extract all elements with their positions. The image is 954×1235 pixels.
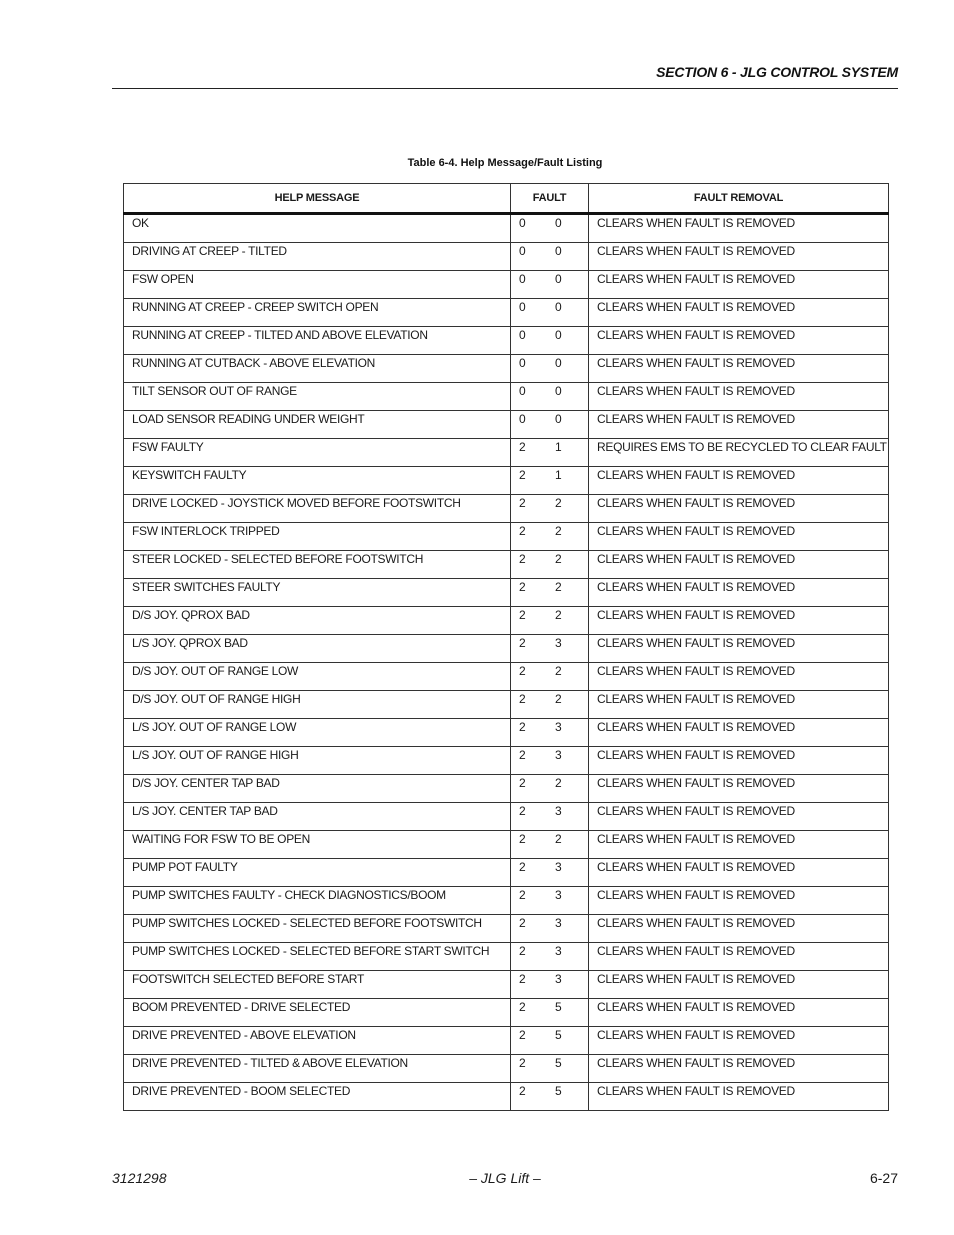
fault-code-secondary: 0 — [555, 328, 562, 342]
table-row — [124, 355, 889, 383]
fault-code-primary: 2 — [519, 972, 526, 986]
column-header-help-message: HELP MESSAGE — [124, 184, 511, 214]
table-row — [124, 887, 889, 915]
table-row — [124, 439, 889, 467]
fault-code-primary: 2 — [519, 580, 526, 594]
fault-code-cell — [511, 859, 589, 887]
fault-removal-cell: CLEARS WHEN FAULT IS REMOVED — [589, 999, 889, 1027]
fault-code-secondary: 5 — [555, 1028, 562, 1042]
table-row — [124, 1027, 889, 1055]
fault-removal-cell: CLEARS WHEN FAULT IS REMOVED — [589, 271, 889, 299]
fault-code-cell — [511, 747, 589, 775]
table-row — [124, 523, 889, 551]
table-row — [124, 551, 889, 579]
table-row — [124, 691, 889, 719]
section-title: SECTION 6 - JLG CONTROL SYSTEM — [656, 64, 898, 80]
fault-removal-cell: CLEARS WHEN FAULT IS REMOVED — [589, 355, 889, 383]
fault-code-primary: 2 — [519, 608, 526, 622]
help-message-cell: FSW FAULTY — [124, 439, 511, 467]
fault-code-cell — [511, 271, 589, 299]
help-message-cell: DRIVE PREVENTED - BOOM SELECTED — [124, 1083, 511, 1111]
fault-code-cell — [511, 551, 589, 579]
fault-code-secondary: 0 — [555, 272, 562, 286]
fault-code-secondary: 3 — [555, 972, 562, 986]
help-message-cell: D/S JOY. CENTER TAP BAD — [124, 775, 511, 803]
fault-code-primary: 2 — [519, 888, 526, 902]
fault-code-secondary: 2 — [555, 776, 562, 790]
table-header-row — [124, 184, 889, 214]
table-row — [124, 971, 889, 999]
help-message-cell: PUMP POT FAULTY — [124, 859, 511, 887]
table-row — [124, 411, 889, 439]
fault-code-cell — [511, 383, 589, 411]
fault-removal-cell: CLEARS WHEN FAULT IS REMOVED — [589, 943, 889, 971]
table-row — [124, 327, 889, 355]
fault-table — [123, 183, 889, 1111]
fault-code-cell — [511, 999, 589, 1027]
table-body — [124, 214, 889, 1111]
fault-code-primary: 0 — [519, 412, 526, 426]
table-row — [124, 1055, 889, 1083]
fault-code-secondary: 0 — [555, 356, 562, 370]
fault-code-secondary: 1 — [555, 440, 562, 454]
fault-code-cell — [511, 495, 589, 523]
fault-code-secondary: 2 — [555, 692, 562, 706]
table-row — [124, 579, 889, 607]
table-row — [124, 943, 889, 971]
fault-code-secondary: 0 — [555, 216, 562, 230]
fault-removal-cell: CLEARS WHEN FAULT IS REMOVED — [589, 691, 889, 719]
fault-code-primary: 2 — [519, 468, 526, 482]
help-message-cell: DRIVE LOCKED - JOYSTICK MOVED BEFORE FOOTSWITCH — [124, 495, 511, 523]
fault-code-cell — [511, 523, 589, 551]
fault-removal-cell: CLEARS WHEN FAULT IS REMOVED — [589, 411, 889, 439]
fault-code-cell — [511, 775, 589, 803]
fault-code-cell — [511, 355, 589, 383]
help-message-cell: FSW INTERLOCK TRIPPED — [124, 523, 511, 551]
header-divider — [112, 88, 898, 89]
table-row — [124, 299, 889, 327]
fault-code-cell — [511, 214, 589, 243]
column-header-fault: FAULT — [511, 184, 589, 214]
table-row — [124, 271, 889, 299]
fault-code-cell — [511, 411, 589, 439]
table-row — [124, 383, 889, 411]
fault-code-secondary: 1 — [555, 468, 562, 482]
table-row — [124, 495, 889, 523]
help-message-cell: RUNNING AT CUTBACK - ABOVE ELEVATION — [124, 355, 511, 383]
table-row — [124, 915, 889, 943]
fault-code-primary: 0 — [519, 356, 526, 370]
fault-code-cell — [511, 1055, 589, 1083]
help-message-cell: FOOTSWITCH SELECTED BEFORE START — [124, 971, 511, 999]
fault-code-secondary: 2 — [555, 552, 562, 566]
fault-code-secondary: 3 — [555, 720, 562, 734]
table-row — [124, 831, 889, 859]
fault-code-cell — [511, 635, 589, 663]
table-row — [124, 663, 889, 691]
fault-removal-cell: CLEARS WHEN FAULT IS REMOVED — [589, 579, 889, 607]
table-row — [124, 214, 889, 243]
help-message-cell: PUMP SWITCHES LOCKED - SELECTED BEFORE FOOTSWITCH — [124, 915, 511, 943]
help-message-cell: DRIVING AT CREEP - TILTED — [124, 243, 511, 271]
help-message-cell: OK — [124, 214, 511, 243]
fault-removal-cell: CLEARS WHEN FAULT IS REMOVED — [589, 1055, 889, 1083]
fault-code-primary: 2 — [519, 692, 526, 706]
fault-code-cell — [511, 691, 589, 719]
fault-code-primary: 2 — [519, 664, 526, 678]
help-message-cell: L/S JOY. CENTER TAP BAD — [124, 803, 511, 831]
fault-removal-cell: CLEARS WHEN FAULT IS REMOVED — [589, 887, 889, 915]
help-message-cell: L/S JOY. OUT OF RANGE HIGH — [124, 747, 511, 775]
help-message-cell: KEYSWITCH FAULTY — [124, 467, 511, 495]
fault-code-secondary: 2 — [555, 832, 562, 846]
fault-code-secondary: 3 — [555, 748, 562, 762]
table-row — [124, 1083, 889, 1111]
help-message-cell: PUMP SWITCHES LOCKED - SELECTED BEFORE START SWITCH — [124, 943, 511, 971]
table-row — [124, 859, 889, 887]
help-message-cell: PUMP SWITCHES FAULTY - CHECK DIAGNOSTICS/BOOM — [124, 887, 511, 915]
fault-removal-cell: CLEARS WHEN FAULT IS REMOVED — [589, 915, 889, 943]
fault-code-secondary: 2 — [555, 524, 562, 538]
fault-removal-cell: CLEARS WHEN FAULT IS REMOVED — [589, 971, 889, 999]
fault-code-cell — [511, 915, 589, 943]
fault-removal-cell: CLEARS WHEN FAULT IS REMOVED — [589, 495, 889, 523]
fault-removal-cell: CLEARS WHEN FAULT IS REMOVED — [589, 831, 889, 859]
table-row — [124, 467, 889, 495]
fault-code-secondary: 3 — [555, 916, 562, 930]
fault-code-primary: 2 — [519, 832, 526, 846]
fault-removal-cell: CLEARS WHEN FAULT IS REMOVED — [589, 747, 889, 775]
fault-code-cell — [511, 1083, 589, 1111]
help-message-cell: L/S JOY. OUT OF RANGE LOW — [124, 719, 511, 747]
table-row — [124, 607, 889, 635]
fault-code-secondary: 0 — [555, 384, 562, 398]
fault-code-secondary: 2 — [555, 664, 562, 678]
fault-code-primary: 0 — [519, 244, 526, 258]
fault-code-primary: 2 — [519, 944, 526, 958]
fault-code-cell — [511, 299, 589, 327]
table-row — [124, 775, 889, 803]
fault-code-secondary: 3 — [555, 636, 562, 650]
fault-code-primary: 2 — [519, 636, 526, 650]
help-message-cell: L/S JOY. QPROX BAD — [124, 635, 511, 663]
help-message-cell: STEER LOCKED - SELECTED BEFORE FOOTSWITCH — [124, 551, 511, 579]
fault-code-primary: 2 — [519, 860, 526, 874]
fault-removal-cell: CLEARS WHEN FAULT IS REMOVED — [589, 299, 889, 327]
help-message-cell: WAITING FOR FSW TO BE OPEN — [124, 831, 511, 859]
fault-code-cell — [511, 719, 589, 747]
fault-removal-cell: CLEARS WHEN FAULT IS REMOVED — [589, 383, 889, 411]
fault-code-primary: 2 — [519, 720, 526, 734]
help-message-cell: BOOM PREVENTED - DRIVE SELECTED — [124, 999, 511, 1027]
fault-removal-cell: CLEARS WHEN FAULT IS REMOVED — [589, 607, 889, 635]
fault-code-primary: 2 — [519, 748, 526, 762]
fault-removal-cell: CLEARS WHEN FAULT IS REMOVED — [589, 719, 889, 747]
fault-code-primary: 2 — [519, 1056, 526, 1070]
table-row — [124, 635, 889, 663]
fault-code-secondary: 3 — [555, 888, 562, 902]
fault-code-secondary: 2 — [555, 496, 562, 510]
fault-code-cell — [511, 803, 589, 831]
fault-code-cell — [511, 327, 589, 355]
fault-removal-cell: CLEARS WHEN FAULT IS REMOVED — [589, 214, 889, 243]
fault-code-primary: 2 — [519, 776, 526, 790]
fault-code-cell — [511, 831, 589, 859]
fault-code-cell — [511, 439, 589, 467]
help-message-cell: D/S JOY. QPROX BAD — [124, 607, 511, 635]
help-message-cell: DRIVE PREVENTED - ABOVE ELEVATION — [124, 1027, 511, 1055]
fault-removal-cell: CLEARS WHEN FAULT IS REMOVED — [589, 775, 889, 803]
footer-doc-number: 3121298 — [112, 1170, 167, 1186]
fault-code-cell — [511, 971, 589, 999]
help-message-cell: FSW OPEN — [124, 271, 511, 299]
fault-code-primary: 2 — [519, 1000, 526, 1014]
fault-code-primary: 0 — [519, 272, 526, 286]
help-message-cell: D/S JOY. OUT OF RANGE LOW — [124, 663, 511, 691]
help-message-cell: LOAD SENSOR READING UNDER WEIGHT — [124, 411, 511, 439]
table-row — [124, 243, 889, 271]
fault-code-secondary: 2 — [555, 580, 562, 594]
fault-code-cell — [511, 887, 589, 915]
fault-removal-cell: CLEARS WHEN FAULT IS REMOVED — [589, 803, 889, 831]
fault-removal-cell: CLEARS WHEN FAULT IS REMOVED — [589, 663, 889, 691]
fault-code-primary: 2 — [519, 496, 526, 510]
fault-code-primary: 2 — [519, 1084, 526, 1098]
table-row — [124, 999, 889, 1027]
fault-removal-cell: CLEARS WHEN FAULT IS REMOVED — [589, 467, 889, 495]
fault-code-secondary: 5 — [555, 1056, 562, 1070]
help-message-cell: RUNNING AT CREEP - TILTED AND ABOVE ELEVATION — [124, 327, 511, 355]
fault-code-primary: 0 — [519, 384, 526, 398]
fault-code-primary: 2 — [519, 440, 526, 454]
fault-code-secondary: 3 — [555, 860, 562, 874]
help-message-cell: D/S JOY. OUT OF RANGE HIGH — [124, 691, 511, 719]
fault-removal-cell: CLEARS WHEN FAULT IS REMOVED — [589, 635, 889, 663]
fault-code-primary: 2 — [519, 916, 526, 930]
fault-code-cell — [511, 467, 589, 495]
fault-code-cell — [511, 607, 589, 635]
fault-removal-cell: CLEARS WHEN FAULT IS REMOVED — [589, 327, 889, 355]
help-message-cell: RUNNING AT CREEP - CREEP SWITCH OPEN — [124, 299, 511, 327]
fault-code-secondary: 0 — [555, 300, 562, 314]
fault-code-primary: 0 — [519, 328, 526, 342]
footer-page-number: 6-27 — [869, 1170, 898, 1186]
fault-code-cell — [511, 1027, 589, 1055]
fault-removal-cell: CLEARS WHEN FAULT IS REMOVED — [589, 1027, 889, 1055]
fault-code-cell — [511, 579, 589, 607]
fault-removal-cell: CLEARS WHEN FAULT IS REMOVED — [589, 523, 889, 551]
footer-brand: – JLG Lift – — [469, 1170, 541, 1186]
fault-code-primary: 2 — [519, 804, 526, 818]
fault-code-cell — [511, 663, 589, 691]
table-row — [124, 803, 889, 831]
fault-code-cell — [511, 243, 589, 271]
fault-code-primary: 2 — [519, 524, 526, 538]
fault-code-primary: 0 — [519, 300, 526, 314]
fault-removal-cell: CLEARS WHEN FAULT IS REMOVED — [589, 859, 889, 887]
help-message-cell: TILT SENSOR OUT OF RANGE — [124, 383, 511, 411]
fault-removal-cell: CLEARS WHEN FAULT IS REMOVED — [589, 551, 889, 579]
fault-code-secondary: 2 — [555, 608, 562, 622]
fault-code-primary: 2 — [519, 552, 526, 566]
table-row — [124, 719, 889, 747]
fault-code-primary: 2 — [519, 1028, 526, 1042]
column-header-fault-removal: FAULT REMOVAL — [589, 184, 889, 214]
fault-code-cell — [511, 943, 589, 971]
fault-code-secondary: 0 — [555, 244, 562, 258]
fault-removal-cell: CLEARS WHEN FAULT IS REMOVED — [589, 243, 889, 271]
table-caption: Table 6-4. Help Message/Fault Listing — [407, 157, 603, 169]
fault-code-secondary: 3 — [555, 804, 562, 818]
fault-removal-cell: REQUIRES EMS TO BE RECYCLED TO CLEAR FAULT — [589, 439, 889, 467]
fault-code-secondary: 5 — [555, 1084, 562, 1098]
help-message-cell: DRIVE PREVENTED - TILTED & ABOVE ELEVATION — [124, 1055, 511, 1083]
fault-code-secondary: 5 — [555, 1000, 562, 1014]
fault-code-primary: 0 — [519, 216, 526, 230]
fault-removal-cell: CLEARS WHEN FAULT IS REMOVED — [589, 1083, 889, 1111]
help-message-cell: STEER SWITCHES FAULTY — [124, 579, 511, 607]
table-row — [124, 747, 889, 775]
fault-code-secondary: 3 — [555, 944, 562, 958]
fault-code-secondary: 0 — [555, 412, 562, 426]
